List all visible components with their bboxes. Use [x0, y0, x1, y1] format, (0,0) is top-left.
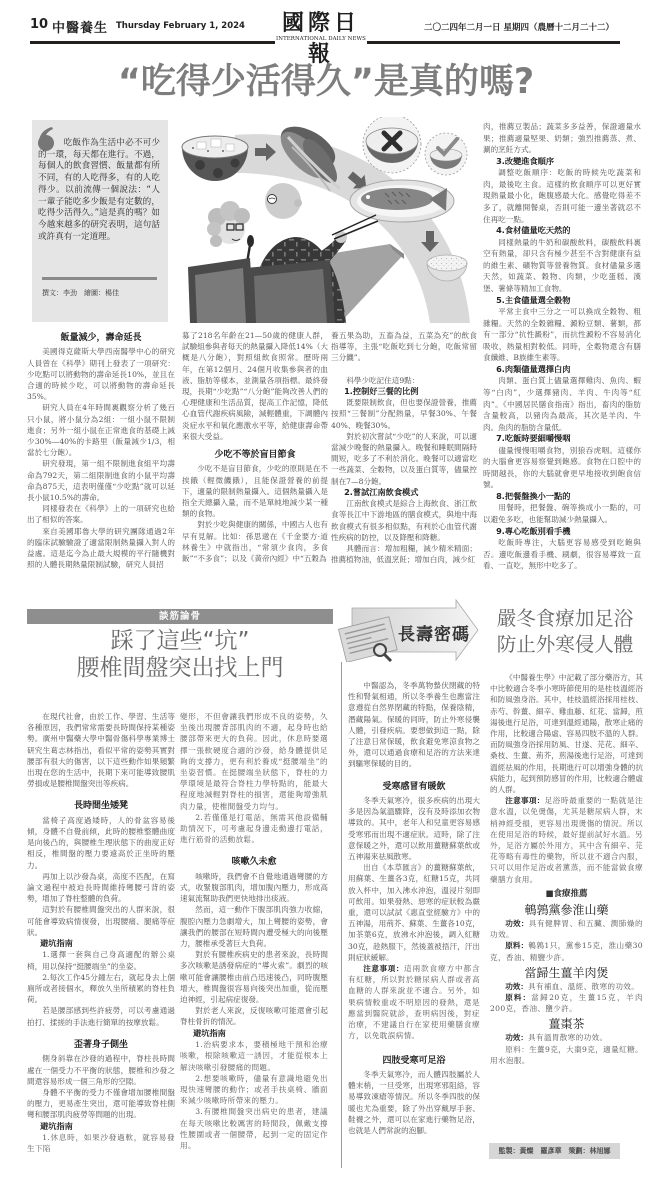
feature-column-2 [182, 330, 328, 586]
tip-heading: 5.主食儘量選全穀物 [496, 294, 571, 305]
ingredients-text: 生薑9克，大棗9克，適量紅糖。用水泡服。 [490, 1044, 643, 1065]
paragraph: 同樣熱量的牛奶和碳酸飲料，碳酸飲料裏空有熱量，卻只含有極少甚至不含對健康有益的維生素、礦物質等營養物質。食材儘量多選天然，如蔬菜、穀物、肉類，少吃蛋糕、漢堡、薯條等精加工食物。 [483, 237, 641, 293]
paragraph: 中醫認為，冬季萬物蟄伏閉藏的特性和腎氣相通，所以冬季養生也應當注意遵從自然界閉藏的特點，保養陰精，潛藏陽氣。保暖的同時，防止外寒侵襲人體，引發疾病。要想做到這一點，除了注意日常保暖，飲食避免寒涼食物之外，還可以通過食療和足浴的方法來達到驅寒保暖的目的。 [348, 681, 480, 769]
paragraph: 《中醫養生學》中記載了部分藥浴方，其中比較適合冬季小寒時節使用的是桂枝溫經浴和防風強身浴。其中，桂枝溫經浴採用桂枝、赤芍、幹薑、細辛、雞血藤、紅花、當歸，煎湯後進行足浴，可達到溫經通陽，散寒止痛的作用，比較適合陽虛、容易四肢不溫的人群。而防風強身浴採用防風、甘遂、芫花、細辛、桑枝、生薑、荊芥，煎湯後進行足浴，可達到溫經祛風的作用，長期進行可以增強身體的抗病能力，起到預防感冒的作用，比較適合體虛的人群。 [490, 673, 643, 795]
effect-label: 功效： [505, 919, 529, 929]
fish-plate-icon [350, 180, 454, 222]
paragraph: 科學少吃記住這9點： [346, 375, 420, 385]
byline: 撰文：李劲 繪圖：楊佳 [42, 289, 119, 297]
paragraph: 募了218名年齡在21—50歲的健康人群，試驗組參與者每天的熱量攝入降低14%（大概是八分飽），對照組飲食照常。歷時兩年，在第12個月、24個月收集參與者的血液、脂肪等樣本，並測量各項指標。最終發現，長期“少吃點”“八分飽”能夠改善人們的心理健康和生活品質，提高工作記憶，降低心血管代謝疾病風險，減輕體重，下調體內炎症水平和氧化應激水平等，給健康壽命帶來很大受益。 [182, 331, 328, 441]
note-label: 注意事項： [505, 796, 545, 806]
tip-heading: 7.吃飯時要細嚼慢咽 [496, 433, 571, 444]
spine-column-2 [180, 711, 328, 1166]
tip-heading: 2.嘗試江南飲食模式 [344, 486, 419, 497]
subheading: 飯量減少，壽命延長 [60, 333, 142, 343]
paragraph: 當椅子高度過矮時，人的骨盆容易後傾，身體不自覺前傾，此時的腰椎整體曲度是向後凸的，與腰椎生理狀態下的曲度正好相反，椎間盤的壓力要遠高於正坐時的壓力。 [27, 815, 175, 870]
title-line-2: 防止外寒侵人體 [496, 633, 634, 656]
paragraph: 身體不平衡的受力不僅會增加腰椎間盤的壓力，更易產生突出，還可能導致脊柱側彎和腰部肌肉疲勞等問題的出現。 [27, 1087, 175, 1120]
subheading: 歪著身子側坐 [73, 1039, 128, 1050]
tip-heading: 4.食材儘量吃天然的 [496, 225, 571, 236]
recipe-name: 薑棗茶 [548, 1017, 585, 1032]
recipe-ingredients [490, 992, 643, 1014]
paragraph: 2.若僅僅是打電話，無需其他設備輔助情況下，可考慮起身邊走動邊打電話，進行筋骨的活動放鬆。 [180, 812, 328, 845]
paragraph: 肉類、蛋白質上儘量選擇雞肉、魚肉、蝦等“白肉”，少選擇豬肉、羊肉、牛肉等“紅肉”。《中國居民膳食指南》指出，畜肉的脂肪含量較高，以豬肉為最高，其次是羊肉、牛肉。魚肉的脂肪含量低。 [483, 376, 641, 432]
note-text: 足浴時最重要的一點就是注意水溫，以免燙傷，尤其是糖尿病人群，末梢神經受損，更容易出現燙傷的情況。所以在使用足浴的時候，最好提前試好水溫。另外，足浴方屬於外用方，其中含有細辛、芫花等略有毒性的藥物，所以並不適合內服，只可以用作足浴或者薰蒸，而不能當做食療藥膳方食用。 [490, 796, 643, 884]
paragraph: 調整吃飯順序：吃飯的時候先吃蔬菜和肉，最後吃主食。這樣的飲食順序可以更好實現熱量最小化，飽腹感最大化。感覺吃得差不多了，就離開餐桌，否則可能一邊坐著就忍不住再吃一點。 [483, 168, 641, 224]
paragraph: 來自美國耶魯大學的研究團隊通過2年的臨床試驗驗證了適當限制熱量攝入對人的益處。這是迄今為止最大規模的平行隨機對照的人體長期熱量限制試驗，研究人員招 [27, 526, 175, 570]
longevity-banner [338, 596, 480, 662]
effect-text: 具有溫胃散寒的功效。 [527, 1033, 608, 1043]
feature-column-4 [483, 121, 641, 589]
paragraph: 對於初次嘗試“少吃”的人來說，可以適當減少晚餐的熱量攝入。晚餐和睡眠間隔時間短，吃多了不利於消化。晚餐可以適當吃一些蔬菜、全穀物，以及蛋白質等，儘量控制在7—8分飽。 [331, 431, 477, 486]
paragraph: 江南飲食模式是綜合上海飲食、浙江飲食等長江中下游地區的膳食模式，與地中海飲食模式有很多相似點，有利於心血管代謝性疾病的防控，以及降壓和降糖。 [331, 499, 477, 542]
diet-illustration [180, 117, 470, 323]
effect-label: 功效： [505, 1033, 528, 1043]
note-label: 注意事項： [363, 964, 404, 974]
paragraph: 若是腰部感到些許疲勞，可以考慮通過拍打、揉搓的手法進行簡單的按摩放鬆。 [27, 1006, 175, 1027]
intro-divider [42, 277, 157, 280]
note-text: 這兩款食療方中都含有紅糖，所以對於糖尿病人群或者高血糖的人群來說並不適合。另外，如果病情較重或不明原因的發熱，還是應當到醫院就診，查明病因後，對症治療，不建議自行在家使用藥膳食療方，以免耽誤病情。 [348, 964, 480, 1041]
tip-heading: 9.專心吃飯別看手機 [496, 525, 571, 536]
paragraph: 養五果為助，五畜為益，五菜為充”的飲食指導等，主張“吃飯吃到七分飽，吃飯常留三分饑”。 [331, 331, 477, 363]
ingredients-text: 當歸20克，生薑15克，羊肉200克，香油、鹽少許。 [490, 993, 643, 1014]
paragraph: 變形，不但會讓我們形成不良的姿勢，久坐後出現腰背部肌肉的不適，起身時也給腰部帶來更大的負荷。因此，休息時要選擇一張軟硬度合適的沙發，給身體提供足夠的支撐力，更有利於養成“挺腰端坐”的坐姿習慣。在挺腰端坐狀態下，脊柱的力學環境是最符合脊柱力學特點的，能最大程度地減輕對脊柱的損害，還能夠增強肌肉力量，使椎間盤受力均勻。 [180, 712, 328, 811]
page-number: 10 [30, 17, 49, 32]
tips-heading: 避坑指南 [193, 1027, 226, 1038]
header-rule-left [30, 41, 275, 44]
paragraph: 平常主食中三分之一可以換成全穀物、粗雜糧。天然的全穀雜糧、澱粉豆類、薯類，都有一部分“抗性澱粉”，而抗性澱粉不容易消化吸收，熱量相對較低。同時，全穀物還含有膳食纖維、B族維生素等。 [483, 306, 641, 363]
recipe-effect [490, 918, 643, 940]
spine-column-1 [27, 711, 175, 1166]
date-chinese: 二〇二四年二月一日 星期四（農曆十二月二十二） [424, 23, 614, 33]
masthead-logo: 國際日報 [281, 10, 360, 67]
recipe-section-heading: ■食療推薦 [545, 888, 588, 899]
effect-label: 功效： [505, 981, 528, 991]
ingredients-label: 原料： [505, 1044, 530, 1054]
paragraph: 對於有腰椎疾病史的患者來說，長時間多次咳嗽是誘發病症的“導火索”。劇烈的咳嗽可能會讓腰椎由前凸迅速後凸，同時腹壓增大，椎間盤很容易向後突出加重，從而壓迫神經，引起病症復發。 [180, 950, 328, 1005]
date-english: Thursday February 1, 2024 [116, 21, 245, 31]
paragraph: 然而，這一動作下腹部肌肉強力收縮，腹腔內壓力急劇增大，加上彎腰的姿勢，會讓我們的腰部在短時間內遭受極大的向後壓力，腰椎承受著巨大負荷。 [180, 905, 328, 949]
paragraph: 再加上以沙發為桌，高度不匹配，在寫論文過程中被迫長時間維持彎腰弓背的姿勢，增加了脊柱整體的負荷。 [27, 871, 175, 904]
tip-heading: 1.控制好三餐的比例 [344, 385, 419, 396]
subheading: 咳嗽久未愈 [231, 857, 277, 868]
winter-article-title [487, 606, 643, 658]
feature-column-3 [331, 330, 477, 586]
intro-box [32, 120, 168, 322]
recipe-effect [490, 1032, 643, 1043]
winter-column-2 [490, 672, 643, 1138]
paragraph: 既要限制飲食，但也要保證營養，推薦按照“三餐制”分配熱量，早餐30%、午餐40%、晚餐30%。 [331, 398, 477, 430]
ingredients-text: 鵪鶉1只，黨參15克，淮山藥30克，香油、精鹽少許。 [490, 941, 643, 962]
paragraph: 研究發現，第一組不限制進食組平均壽命為792天，第二組限制進食的小鼠平均壽命為875天，這表明僅僅“少吃點”就可以延長小鼠10.5%的壽命。 [27, 459, 175, 503]
recipe-name: 當歸生薑羊肉煲 [524, 965, 609, 980]
ingredients-label: 原料： [505, 941, 529, 951]
recipe-ingredients [490, 940, 643, 962]
feature-column-1 [27, 331, 175, 587]
column-tag-bar: 談筋論骨 [27, 609, 333, 624]
recipe-effect [490, 981, 643, 992]
note-paragraph [348, 963, 480, 1041]
tips-heading: 避坑指南 [40, 938, 73, 949]
masthead-english: INTERNATIONAL DAILY NEWS [276, 36, 366, 42]
title-line-1: 踩了這些“坑” [110, 628, 250, 654]
paragraph: 對於老人來說，反復咳嗽可能還會引起脊柱骨折的情況。 [180, 1006, 328, 1027]
note-paragraph [490, 795, 643, 885]
feature-title: “吃得少活得久”是真的嗎? [117, 62, 535, 102]
paragraph: 吃飯時專注，大腦更容易感受到吃飽與否。邊吃飯邊看手機、刷劇，很容易導致一直看、一直吃，無形中吃多了。 [483, 538, 641, 571]
effect-text: 具有健脾胃、和五臟、潤肺燥的功效。 [490, 919, 643, 940]
paragraph: 1.治病要求本，要積極地干預和治療咳嗽，根除咳嗽這一誘因，才能從根本上解決咳嗽引發腰痛的問題。 [180, 1040, 328, 1072]
effect-text: 具有補血、溫經、散寒的功效。 [527, 981, 640, 991]
paragraph: 冬季天氣寒冷，很多疾病的出現大多是因為氣溫驟降，沒有及時添加衣物導致的。其中，老年人和兒童更容易感受寒邪而出現不適症狀。這時，除了注意保暖之外，還可以飲用薑糖蘇葉飲或五神湯來祛風散寒。 [348, 796, 480, 862]
paragraph: 少吃不是盲目節食，少吃的原則是在不挨餓（輕微饑餓），且能保證營養的前提下，適量的限制熱量攝入。這個熱量攝入是指全天總攝入量，而不是單純地減少某一種類的食物。 [182, 464, 328, 519]
banner-label: 長壽密碼 [398, 625, 470, 645]
tip-heading: 6.肉類儘量選擇白肉 [496, 363, 571, 374]
section-name: 中醫養生 [52, 21, 109, 36]
paragraph: 咳嗽時，我們會不自覺地通過彎腰的方式，收緊腹部肌肉，增加腹內壓力，形成高速氣流幫助我們更快地排出痰液。 [180, 871, 328, 904]
correct-bowl-icon [425, 133, 467, 175]
subheading: 長時間坐矮凳 [73, 801, 128, 812]
recipe-ingredients [490, 1044, 643, 1066]
paragraph: 儘量慢慢咀嚼食物，別狼吞虎咽。這樣你的大腦會更容易察覺到飽感。食物在口腔中的時間越長，你的大腦就會更早地接收到飽食信號。 [483, 445, 641, 490]
tip-heading: 3.改變進食順序 [496, 155, 555, 166]
tips-heading: 避坑指南 [40, 1120, 73, 1131]
paragraph: 在現代社會，由於工作、學習、生活等各種原因，我們常常需要長時間保持某種姿勢。廣州中醫藥大學中醫骨傷科學專業博士研究生葛志林指出，看似平常的姿勢其實對腰部有很大的傷害，以下這些動作如果頻繁出現在您的生活中，長期下來可能導致腰肌勞損或是腰椎間盤突出等疾病。 [27, 712, 175, 789]
paragraph: 側身斜靠在沙發的過程中，脊柱長時間處在一個受力不平衡的狀態，腰椎和沙發之間還容易形成一個三角形的空隙。 [27, 1054, 175, 1086]
paragraph: 2.想要咳嗽時，儘量有意識地避免出現快速彎腰的動作；或者手扶桌椅、牆面來減少咳嗽時所帶來的壓力。 [180, 1073, 328, 1106]
paragraph: 2.每次工作45分鐘左右，就起身去上個廁所或者接個水，釋放久坐所積累的脊柱負荷。 [27, 972, 175, 1005]
paragraph: 冬季天氣寒冷，而人體四肢屬於人體末梢，一旦受寒，出現寒邪阻絡，容易導致凍瘡等情況。所以冬季四肢的保暖也尤為重要，除了外出穿戴厚手套、鞋襪之外，還可以在家進行藥物足浴，也就是人們常說的泡腳。 [348, 1069, 480, 1135]
paragraph: 對於少吃與健康的關係，中國古人也有早有見解。比如：孫思邈在《千金要方·道林養生》中就指出，“常須少食肉，多食飯”“不多食”；以及《黃帝內經》中“五穀為 [182, 520, 328, 564]
paragraph: 1.選擇一套與自己身高適配的辦公桌椅，用以保持“挺腰端坐”的坐姿。 [27, 950, 175, 971]
paragraph: 具體而言：增加粗糧，減少精米精面；推薦植物油，低溫烹飪；增加白肉，減少紅 [331, 544, 477, 565]
ingredients-label: 原料： [505, 993, 532, 1003]
paragraph: 這對於有腰椎間盤突出的人群來說，很可能會導致病情復發，出現腰痛、腿痛等症狀。 [27, 905, 175, 937]
tip-heading: 8.把餐盤換小一點的 [496, 491, 571, 502]
header-rule-right [367, 41, 620, 44]
newspaper-icon [338, 617, 397, 662]
paragraph: 美國得克薩斯大學西南醫學中心的研究人員曾在《科學》期刊上發表了一項研究：少吃點可以將動物的壽命延長10%，並且在合適的時候少吃，可以將動物的壽命延長35%。 [27, 347, 175, 402]
column-divider [341, 662, 342, 1168]
title-line-2: 腰椎間盤突出找上門 [76, 655, 284, 681]
chairs [188, 258, 335, 323]
editor-credits: 監製：黃燦 羅彥華 策劃：林旭娜 [489, 1143, 620, 1159]
intro-text: 吃飯作為生活中必不可少的一環，每天都在進行。不過，每個人的飲食習慣、飯量都有所不同，有的人吃得多，有的人吃得少。以前流傳一個說法：“人一輩子能吃多少飯是有定數的，吃得少活得久。”這是真的嗎？如今越來越多的研究表明，這句話或許真有一定道理。 [38, 138, 160, 242]
paragraph: 1.休息時，如果沙發過軟，就容易發生下陷 [27, 1132, 175, 1154]
paragraph: 用餐時，把餐盤、碗等換成小一點的，可以避免多吃，也能幫助減少熱量攝入。 [483, 503, 641, 525]
subheading: 受寒感冒有暖飲 [382, 781, 446, 792]
paragraph: 3.有腰椎間盤突出病史的患者，建議在每天咳嗽比較厲害的時間段，佩戴支撐性腰圍或者一個腰帶，起到一定的固定作用。 [180, 1107, 328, 1150]
winter-column-1 [348, 680, 480, 1166]
paragraph: 肉，推薦豆製品；蔬菜多多益善，保證適量水果；推薦適量堅果、奶類；強烈推薦蒸、煮、涮的烹飪方式。 [483, 122, 641, 155]
paragraph: 出自《本草匯言》的薑糖蘇葉飲，用蘇葉、生薑各3克，紅糖15克，共同放入杯中，加入沸水沖泡，溫浸片刻即可飲用。如果發熱、惡寒的症狀較為嚴重，還可以試試《惠直堂經驗方》中的五神湯，用荊芥、蘇葉、生薑各10克，加茶葉6克，放沸水沖泡後，調入紅糖30克，趁熱服下，然後蓋被捂汗，汗出則症狀緩解。 [348, 863, 480, 962]
subheading: 四肢受寒可足浴 [382, 1055, 446, 1066]
spine-article-title [27, 628, 333, 682]
paragraph: 研究人員在4年時間裏觀察分析了幾百只小鼠，將小鼠分為2組：一組小鼠不限制進食；另外一組小鼠在正常進食的基礎上減少30%—40%的卡路里（飯量減少1/3，相當於七分飽）。 [27, 403, 175, 458]
soup-bowl-icon [182, 136, 248, 181]
recipe-name: 鵪鶉黨參淮山藥 [524, 903, 609, 918]
title-line-1: 嚴冬食療加足浴 [496, 607, 634, 630]
subheading: 少吃不等於盲目節食 [214, 450, 296, 461]
paragraph: 同樣發表在《科學》上的一項研究也給出了相似的答案。 [27, 504, 175, 525]
wrong-bowl-icon [363, 117, 421, 173]
